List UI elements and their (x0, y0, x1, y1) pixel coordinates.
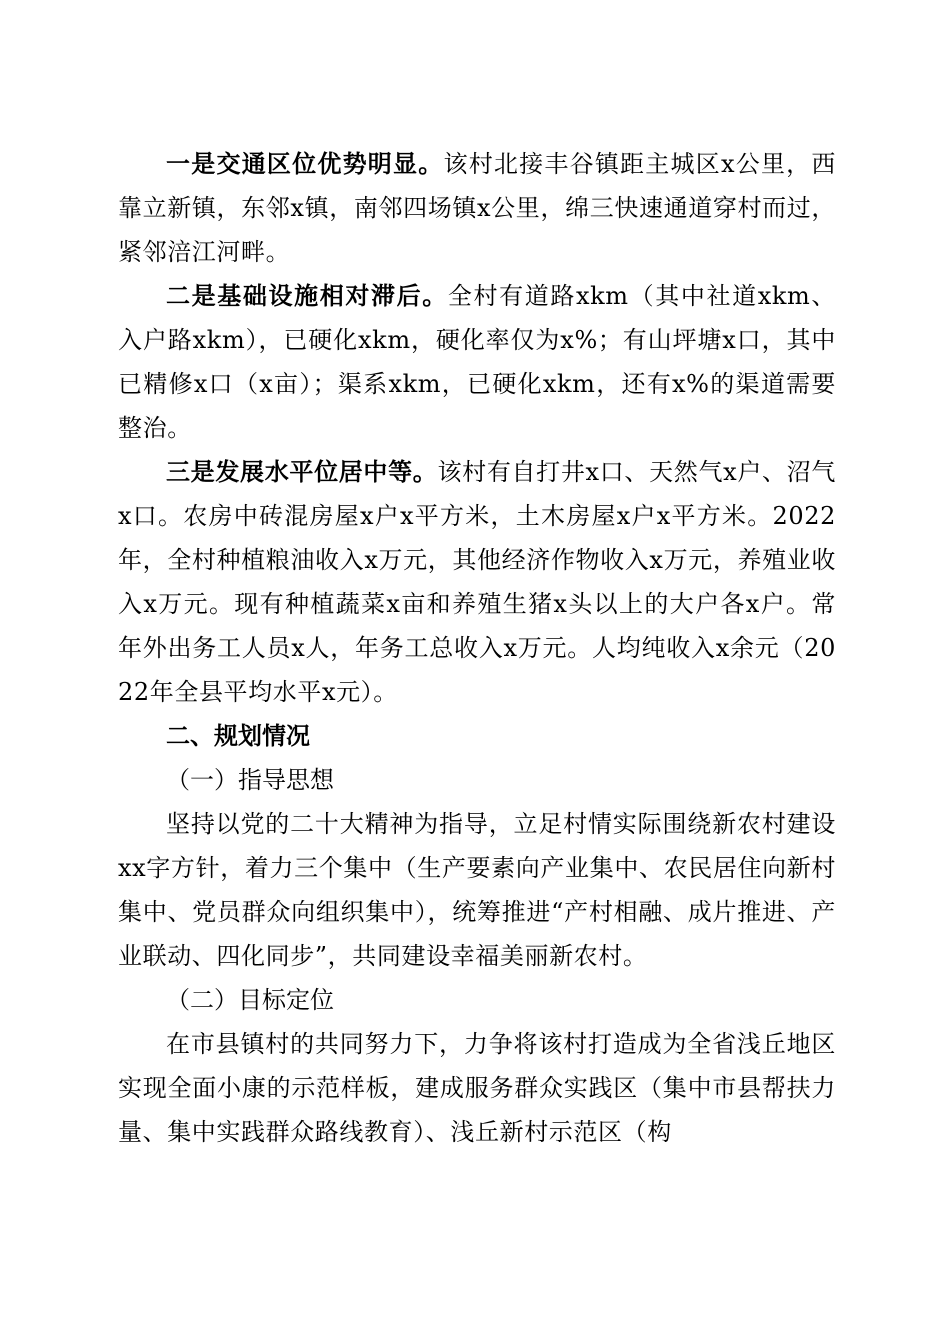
section-heading-planning: 二、规划情况 (166, 722, 310, 750)
document-page (118, 142, 836, 1154)
paragraph-lead: 二是基础设施相对滞后。 (166, 282, 448, 310)
paragraph-development (118, 450, 836, 714)
subheading-guiding-ideology: （一）指导思想 (166, 766, 334, 794)
paragraph-lead: 三是发展水平位居中等。 (166, 458, 438, 486)
subheading-goal-positioning: （二）目标定位 (166, 986, 334, 1014)
paragraph-body: 全村有道路xkm（其中社道xkm、入户路xkm），已硬化xkm，硬化率仅为x%；有山坪塘x口，其中已精修x口（x亩）；渠系xkm，已硬化xkm，还有x%的渠道需要整治。 (118, 282, 836, 442)
paragraph-body: 该村有自打井x口、天然气x户、沼气x口。农房中砖混房屋x户x平方米，土木房屋x户x平方米。2022年，全村种植粮油收入x万元，其他经济作物收入x万元，养殖业收入x万元。现有种植蔬菜x亩和养殖生猪x头以上的大户各x户。常年外出务工人员x人，年务工总收入x万元。人均纯收入x余元（2022年全县平均水平x元）。 (118, 458, 836, 706)
paragraph-transport (118, 142, 836, 274)
paragraph-lead: 一是交通区位优势明显。 (166, 150, 444, 178)
paragraph-guiding-ideology: 坚持以党的二十大精神为指导，立足村情实际围绕新农村建设xx字方针，着力三个集中（生产要素向产业集中、农民居住向新村集中、党员群众向组织集中），统筹推进“产村相融、成片推进、产业联动、四化同步”，共同建设幸福美丽新农村。 (118, 810, 836, 970)
paragraph-body: 该村北接丰谷镇距主城区x公里，西靠立新镇，东邻x镇，南邻四场镇x公里，绵三快速通道穿村而过，紧邻涪江河畔。 (118, 150, 836, 266)
paragraph-goal-positioning: 在市县镇村的共同努力下，力争将该村打造成为全省浅丘地区实现全面小康的示范样板，建成服务群众实践区（集中市县帮扶力量、集中实践群众路线教育）、浅丘新村示范区（构 (118, 1030, 836, 1146)
paragraph-infrastructure (118, 274, 836, 450)
